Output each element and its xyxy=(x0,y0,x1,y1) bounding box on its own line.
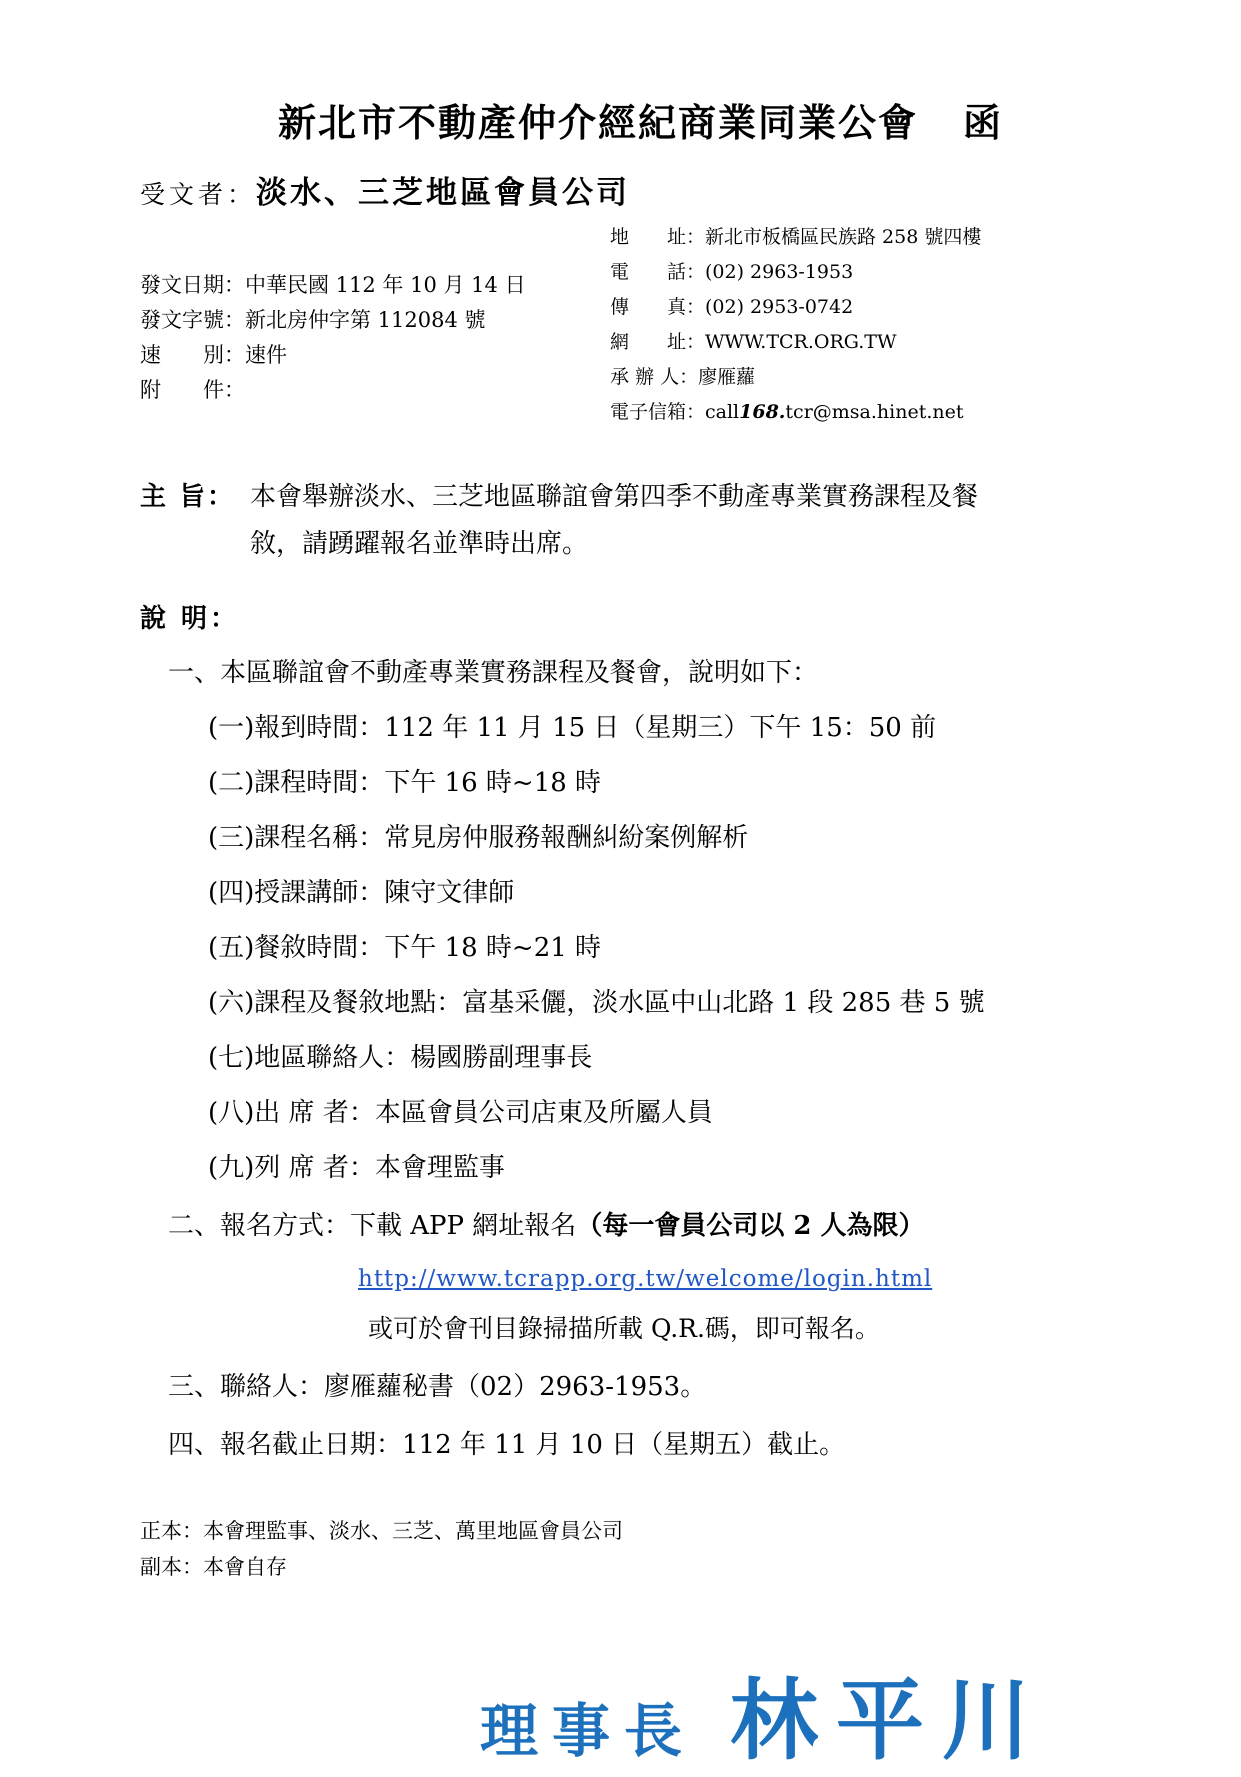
explanation-list xyxy=(140,653,1141,1465)
subitem-7-number: (七) xyxy=(208,1043,255,1073)
subitem-6-number: (六) xyxy=(208,988,255,1018)
qr-note: 或可於會刊目錄掃描所載 Q.R.碼，即可報名。 xyxy=(368,1314,880,1343)
email-line xyxy=(610,395,1141,430)
subitem-1-number: (一) xyxy=(208,713,255,743)
subject-text: 本會舉辦淡水、三芝地區聯誼會第四季不動產專業實務課程及餐敘，請踴躍報名並準時出席。 xyxy=(250,482,979,559)
contact-info-block xyxy=(610,220,1141,430)
subitem-7 xyxy=(208,1038,1141,1078)
item-1-number: 一、 xyxy=(168,658,221,688)
explanation-item-1 xyxy=(168,653,1141,693)
address-value: 新北市板橋區民族路 258 號四樓 xyxy=(705,226,982,248)
item-1-text: 本區聯誼會不動產專業實務課程及餐會，說明如下： xyxy=(220,658,819,688)
item-4-text: 報名截止日期：112 年 11 月 10 日（星期五）截止。 xyxy=(220,1430,846,1460)
fax-value: (02) 2953-0742 xyxy=(705,296,854,318)
org-name: 新北市不動產仲介經紀商業同業公會 xyxy=(277,100,918,145)
dispatch-date xyxy=(140,268,610,303)
original-copy-line xyxy=(140,1513,1141,1549)
explanation-item-2 xyxy=(168,1206,1141,1246)
email-suffix: tcr@msa.hinet.net xyxy=(785,401,964,423)
subitem-9 xyxy=(208,1148,1141,1188)
subitem-5 xyxy=(208,928,1141,968)
signature-name: 林平川 xyxy=(730,1668,1049,1772)
website-label: 網 址： xyxy=(610,331,706,353)
email-highlight: 168. xyxy=(739,401,786,423)
explanation-item-4 xyxy=(168,1425,1141,1465)
item-4-number: 四、 xyxy=(168,1430,221,1460)
item-3-number: 三、 xyxy=(168,1372,221,1402)
duplicate-value: 本會自存 xyxy=(203,1555,287,1579)
duplicate-copy-line xyxy=(140,1549,1141,1585)
original-label: 正本： xyxy=(140,1519,203,1543)
handler-line xyxy=(610,360,1141,395)
dispatch-number xyxy=(140,303,610,338)
explanation-label: 說 明： xyxy=(140,604,240,634)
attachment-label: 附 件： xyxy=(140,378,245,402)
attachment xyxy=(140,373,610,408)
address-label: 地 址： xyxy=(610,226,706,248)
explanation-item-3 xyxy=(168,1367,1141,1407)
meta-section xyxy=(140,220,1141,430)
dispatch-number-value: 新北房仲字第 112084 號 xyxy=(245,308,486,332)
handler-label: 承 辦 人： xyxy=(610,366,699,388)
doc-type: 函 xyxy=(963,100,1004,145)
subject-section xyxy=(140,474,1141,568)
priority-value: 速件 xyxy=(245,343,287,367)
subitem-1 xyxy=(208,708,1141,748)
subitem-8 xyxy=(208,1093,1141,1133)
website-line xyxy=(610,325,1141,360)
recipient-label: 受文者： xyxy=(140,180,257,209)
subitem-4-text: 授課講師：陳守文律師 xyxy=(254,878,515,908)
subitem-5-number: (五) xyxy=(208,933,255,963)
dispatch-date-label: 發文日期： xyxy=(140,273,245,297)
subitem-6-text: 課程及餐敘地點：富基采儷，淡水區中山北路 1 段 285 巷 5 號 xyxy=(254,988,985,1018)
email-label: 電子信箱： xyxy=(610,401,706,423)
website-value: WWW.TCR.ORG.TW xyxy=(705,331,897,353)
document-title xyxy=(140,92,1141,147)
address-line xyxy=(610,220,1141,255)
original-value: 本會理監事、淡水、三芝、萬里地區會員公司 xyxy=(203,1519,623,1543)
item-2-text: 報名方式：下載 APP 網址報名 xyxy=(220,1211,577,1241)
item-2-number: 二、 xyxy=(168,1211,221,1241)
subitem-3-text: 課程名稱：常見房仲服務報酬糾紛案例解析 xyxy=(254,823,749,853)
phone-line xyxy=(610,255,1141,290)
dispatch-info-block xyxy=(140,220,610,430)
subitem-4 xyxy=(208,873,1141,913)
recipient-line xyxy=(140,167,1141,212)
item-3-text: 聯絡人：廖雁蘿秘書（02）2963-1953。 xyxy=(220,1372,707,1402)
phone-label: 電 話： xyxy=(610,261,706,283)
duplicate-label: 副本： xyxy=(140,1555,203,1579)
subitem-5-text: 餐敘時間：下午 18 時~21 時 xyxy=(254,933,602,963)
subitem-4-number: (四) xyxy=(208,878,255,908)
subitem-3 xyxy=(208,818,1141,858)
phone-value: (02) 2963-1953 xyxy=(705,261,854,283)
fax-label: 傳 真： xyxy=(610,296,706,318)
subitem-2-number: (二) xyxy=(208,768,255,798)
subitem-2 xyxy=(208,763,1141,803)
dispatch-number-label: 發文字號： xyxy=(140,308,245,332)
subitem-7-text: 地區聯絡人：楊國勝副理事長 xyxy=(254,1043,593,1073)
item-2-bold-note: （每一會員公司以 2 人為限） xyxy=(576,1211,925,1241)
subitem-9-number: (九) xyxy=(208,1153,255,1183)
subitem-1-text: 報到時間：112 年 11 月 15 日（星期三）下午 15：50 前 xyxy=(254,713,937,743)
subitem-8-number: (八) xyxy=(208,1098,255,1128)
subitem-6 xyxy=(208,983,1141,1023)
subject-label: 主 旨： xyxy=(140,482,236,512)
registration-link[interactable]: http://www.tcrapp.org.tw/welcome/login.html xyxy=(358,1266,933,1292)
recipient-value: 淡水、三芝地區會員公司 xyxy=(256,175,631,211)
subitem-9-text: 列 席 者：本會理監事 xyxy=(254,1153,505,1183)
subitem-8-text: 出 席 者：本區會員公司店東及所屬人員 xyxy=(254,1098,713,1128)
distribution-block xyxy=(140,1513,1141,1585)
subitem-2-text: 課程時間：下午 16 時~18 時 xyxy=(254,768,602,798)
chairman-signature xyxy=(480,1651,1141,1777)
handler-value: 廖雁蘿 xyxy=(698,366,756,388)
priority xyxy=(140,338,610,373)
dispatch-date-value: 中華民國 112 年 10 月 14 日 xyxy=(245,273,526,297)
signature-title: 理事長 xyxy=(480,1697,697,1765)
fax-line xyxy=(610,290,1141,325)
priority-label: 速 別： xyxy=(140,343,245,367)
subitem-3-number: (三) xyxy=(208,823,255,853)
email-prefix: call xyxy=(705,401,740,423)
registration-link-line xyxy=(358,1258,1141,1299)
